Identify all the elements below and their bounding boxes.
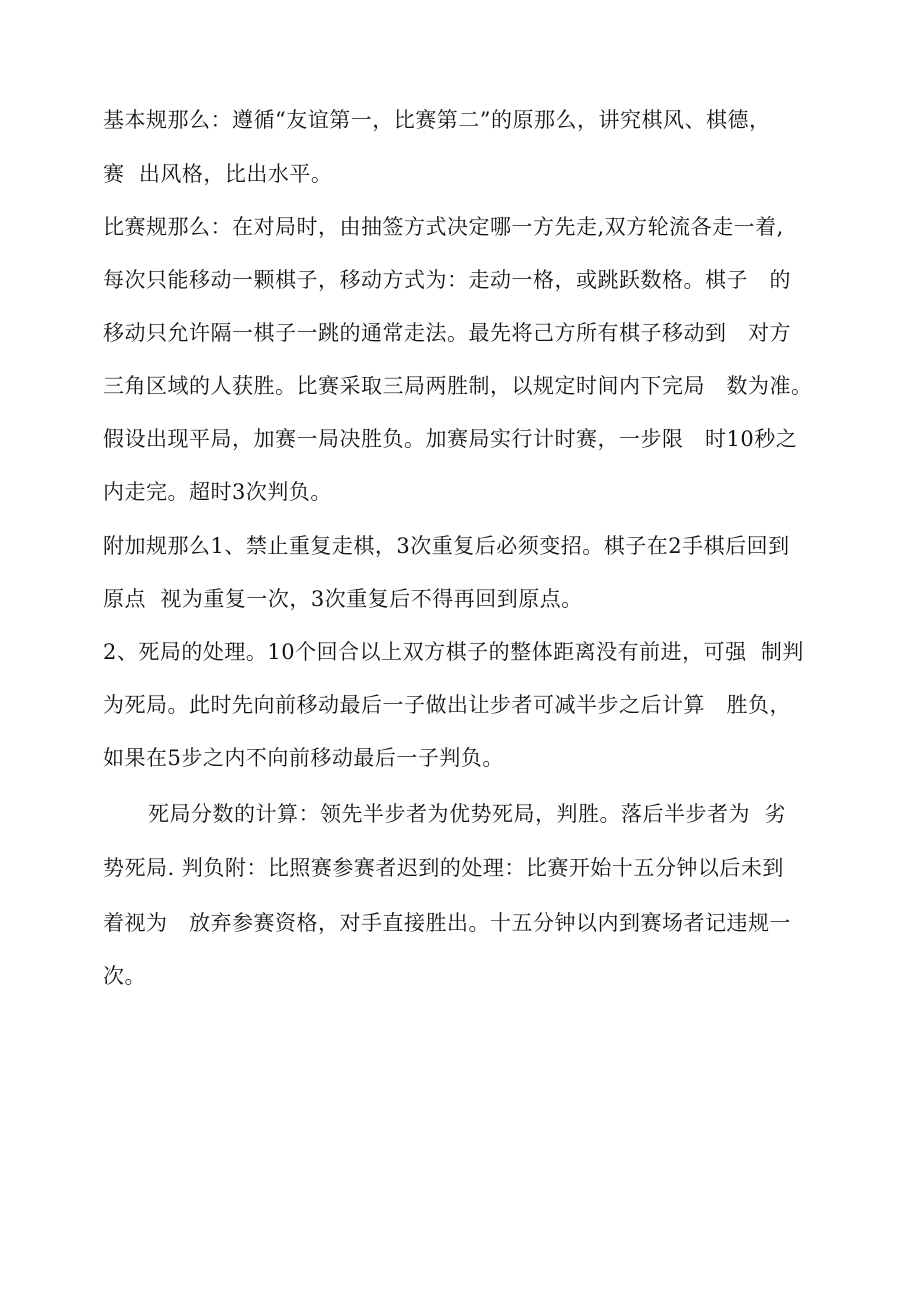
rules-line-6: 三角区域的人获胜。比赛采取三局两胜制，以规定时间内下完局 数为准。: [103, 374, 813, 398]
rules-line-8: 内走完。超时3次判负。: [103, 480, 332, 504]
rules-line-1: 基本规那么：遵循“友谊第一，比赛第二”的原那么，讲究棋风、棋德，: [103, 108, 771, 132]
rules-line-2: 赛 出风格，比出水平。: [103, 162, 333, 186]
rules-line-16: 着视为 放弃参赛资格，对手直接胜出。十五分钟以内到赛场者记违规一: [103, 911, 792, 935]
rules-line-13: 如果在5步之内不向前移动最后一子判负。: [103, 746, 504, 770]
rules-line-3: 比赛规那么：在对局时，由抽签方式决定哪一方先走,双方轮流各走一着,: [103, 215, 784, 239]
rules-line-15: 势死局. 判负附：比照赛参赛者迟到的处理：比赛开始十五分钟以后未到: [103, 856, 784, 880]
rules-line-4: 每次只能移动一颗棋子，移动方式为：走动一格，或跳跃数格。棋子 的: [103, 268, 792, 292]
rules-line-9: 附加规那么1、禁止重复走棋，3次重复后必须变招。棋子在2手棋后回到: [103, 534, 790, 558]
rules-line-17: 次。: [103, 964, 146, 988]
rules-line-11: 2、死局的处理。10个回合以上双方棋子的整体距离没有前进，可强 制判: [103, 640, 804, 664]
rules-line-7: 假设出现平局，加赛一局决胜负。加赛局实行计时赛，一步限 时10秒之: [103, 427, 798, 451]
rules-line-14: 死局分数的计算：领先半步者为优势死局，判胜。落后半步者为 劣: [148, 802, 786, 826]
rules-line-12: 为死局。此时先向前移动最后一子做出让步者可减半步之后计算 胜负，: [103, 693, 792, 717]
rules-line-10: 原点 视为重复一次，3次重复后不得再回到原点。: [103, 587, 583, 611]
rules-line-5: 移动只允许隔一棋子一跳的通常走法。最先将己方所有棋子移动到 对方: [103, 321, 792, 345]
